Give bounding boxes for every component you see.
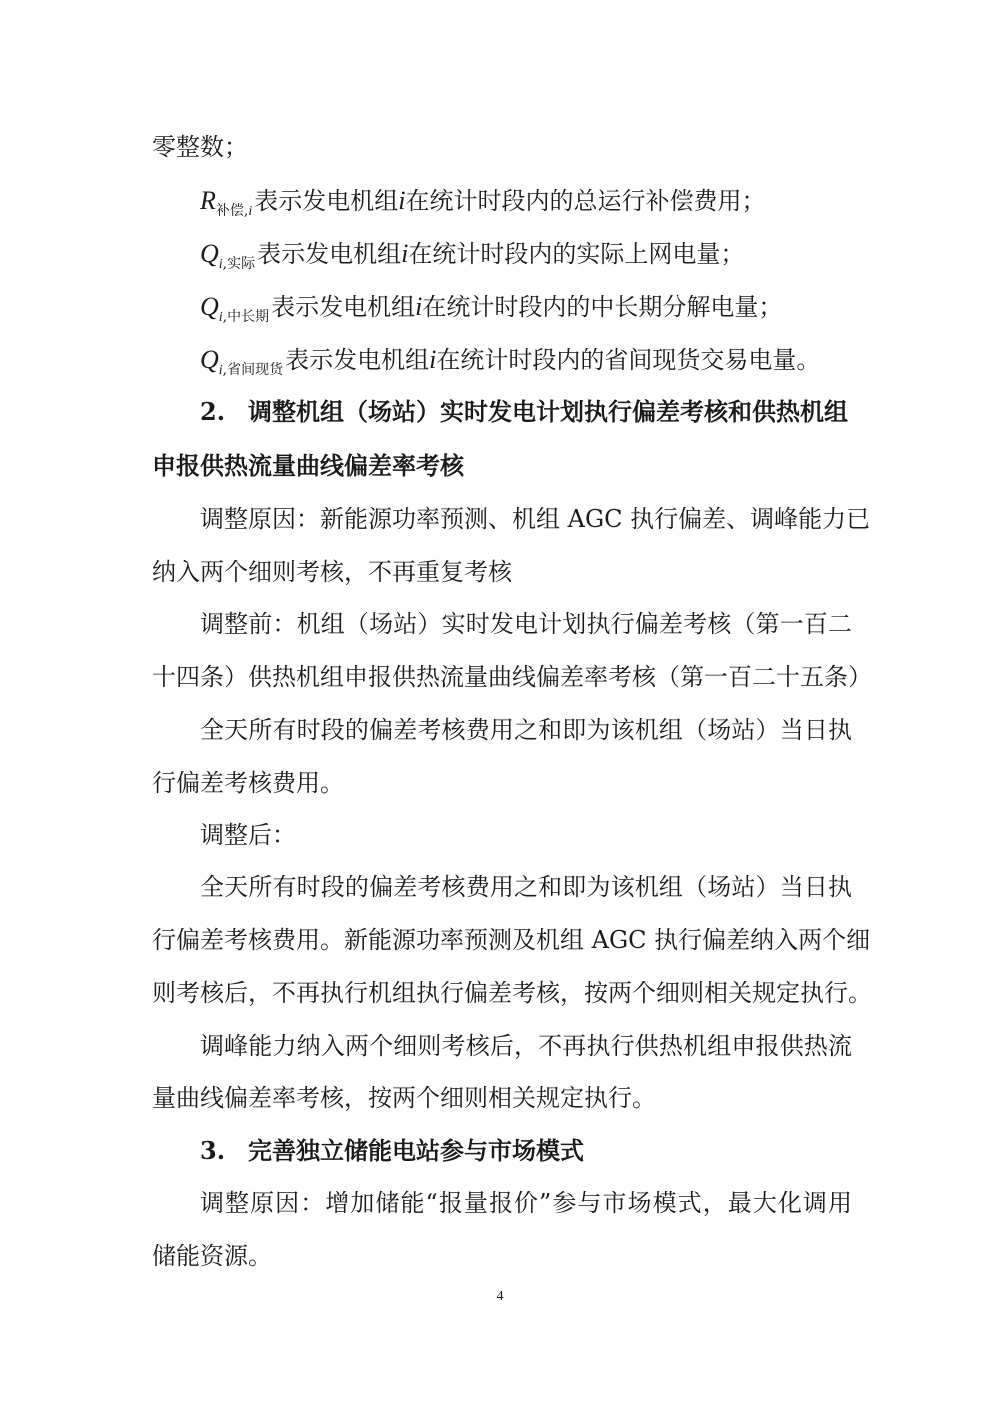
symbol: R (200, 186, 216, 215)
section-title: 调整机组（场站）实时发电计划执行偏差考核和供热机组 (248, 397, 848, 426)
paragraph-line: 十四条）供热机组申报供热流量曲线偏差率考核（第一百二十五条） (152, 663, 872, 691)
paragraph-line: 调整原因：增加储能“报量报价”参与市场模式，最大化调用 (200, 1189, 852, 1217)
subscript: i,中长期 (218, 309, 270, 325)
subscript: i,省间现货 (218, 362, 284, 378)
paragraph-line: 储能资源。 (152, 1242, 272, 1270)
paragraph-line: 调整原因：新能源功率预测、机组 AGC 执行偏差、调峰能力已 (200, 505, 871, 533)
variable-definition-q-midlong: $Q_{i,中长期}$表示发电机组i在统计时段内的中长期分解电量； (200, 292, 783, 325)
paragraph-line: 量曲线偏差率考核，按两个细则相关规定执行。 (152, 1084, 656, 1112)
symbol: Q (200, 239, 219, 268)
subscript: i,实际 (218, 256, 256, 272)
variable-definition-q-actual: $Q_{i,实际}$表示发电机组i在统计时段内的实际上网电量； (200, 239, 745, 272)
text-line: 零整数； (152, 133, 248, 161)
page-number: 4 (496, 1289, 504, 1304)
subscript: 补偿,i (215, 203, 253, 219)
paragraph-line: 行偏差考核费用。新能源功率预测及机组 AGC 执行偏差纳入两个细 (152, 926, 871, 954)
variable-definition-r: $R_{补偿,i}$表示发电机组i在统计时段内的总运行补偿费用； (200, 186, 766, 219)
symbol: Q (200, 292, 219, 321)
paragraph-line: 则考核后，不再执行机组执行偏差考核，按两个细则相关规定执行。 (152, 979, 872, 1007)
paragraph-line: 调峰能力纳入两个细则考核后，不再执行供热机组申报供热流 (200, 1032, 852, 1060)
paragraph-line: 调整后： (200, 821, 296, 849)
section-title: 完善独立储能电站参与市场模式 (248, 1136, 584, 1165)
section-number: 2. (200, 397, 226, 426)
paragraph-line: 全天所有时段的偏差考核费用之和即为该机组（场站）当日执 (200, 873, 852, 901)
section-heading-2-cont: 申报供热流量曲线偏差率考核 (152, 451, 464, 480)
paragraph-line: 全天所有时段的偏差考核费用之和即为该机组（场站）当日执 (200, 716, 852, 744)
section-heading-2 (200, 392, 852, 432)
symbol: Q (200, 345, 219, 374)
section-number: 3. (200, 1136, 226, 1165)
paragraph-line: 行偏差考核费用。 (152, 769, 344, 797)
variable-definition-q-spot: $Q_{i,省间现货}$表示发电机组i在统计时段内的省间现货交易电量。 (200, 345, 821, 378)
paragraph-line: 调整前：机组（场站）实时发电计划执行偏差考核（第一百二 (200, 610, 852, 638)
paragraph-line: 纳入两个细则考核，不再重复考核 (152, 558, 512, 586)
section-heading-3 (200, 1131, 852, 1171)
